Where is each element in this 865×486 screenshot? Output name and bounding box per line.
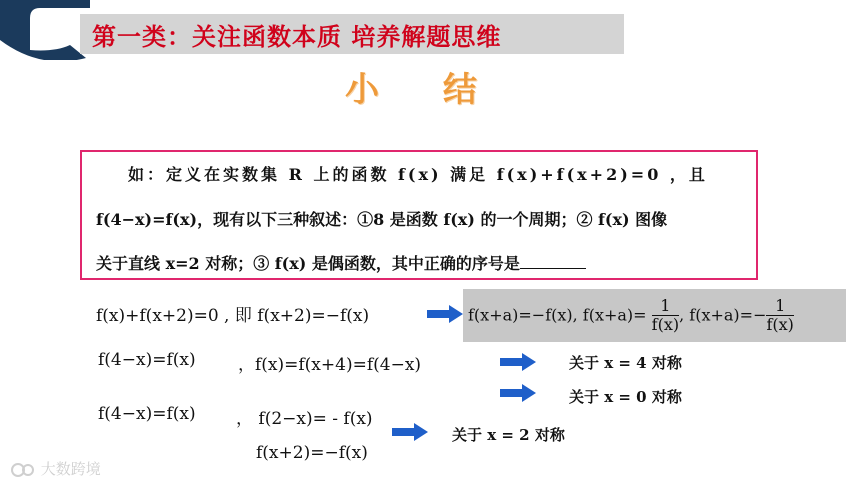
equation-row2-b: ，f(x)=f(x+4)=f(4−x) bbox=[238, 355, 422, 375]
symmetry-x4: 关于 x = 4 对称 bbox=[569, 354, 682, 372]
arrow-right-icon bbox=[500, 353, 536, 371]
equation-row5: f(x+2)=−f(x) bbox=[256, 443, 368, 463]
arrow-right-icon bbox=[392, 423, 428, 441]
watermark-text: 大数跨境 bbox=[40, 460, 101, 478]
fraction-2 bbox=[766, 297, 793, 335]
problem-line-3 bbox=[96, 251, 586, 274]
answer-blank bbox=[520, 254, 586, 269]
header-title: 第一类：关注函数本质 培养解题思维 bbox=[92, 23, 502, 51]
problem-line-3-text: 关于直线 x=2 对称；③ f(x) 是偶函数，其中正确的序号是 bbox=[96, 254, 520, 273]
periodic-formulas bbox=[468, 297, 794, 335]
problem-line-2: f(4−x)=f(x)，现有以下三种叙述：①8 是函数 f(x) 的一个周期；② f(x) 图像 bbox=[96, 210, 668, 229]
fraction-1-den: f(x) bbox=[651, 315, 680, 335]
equation-row4-b: ， f(2−x)= - f(x) bbox=[236, 409, 373, 429]
fraction-1-num: 1 bbox=[652, 297, 679, 316]
symmetry-x2: 关于 x = 2 对称 bbox=[452, 426, 565, 444]
symmetry-x0: 关于 x = 0 对称 bbox=[569, 388, 682, 406]
fraction-1 bbox=[652, 297, 679, 335]
summary-title: 小 结 bbox=[345, 70, 503, 110]
fraction-2-num: 1 bbox=[766, 297, 793, 316]
equation-row4-a: f(4−x)=f(x) bbox=[98, 404, 196, 424]
logo-icon bbox=[10, 462, 36, 478]
watermark bbox=[10, 458, 101, 479]
periodic-formula-main: f(x+a)=−f(x), f(x+a)= bbox=[468, 305, 647, 325]
problem-line-1: 如：定义在实数集 R 上的函数 f(x) 满足 f(x)+f(x+2)=0 ，且 bbox=[128, 165, 708, 184]
equation-row2-a: f(4−x)=f(x) bbox=[98, 350, 196, 370]
arrow-right-icon bbox=[427, 305, 463, 323]
periodic-formula-mid: , f(x+a)=− bbox=[679, 305, 767, 325]
equation-row1-left: f(x)+f(x+2)=0 , 即 f(x+2)=−f(x) bbox=[96, 306, 370, 326]
arrow-right-icon bbox=[500, 384, 536, 402]
fraction-2-den: f(x) bbox=[766, 315, 794, 335]
